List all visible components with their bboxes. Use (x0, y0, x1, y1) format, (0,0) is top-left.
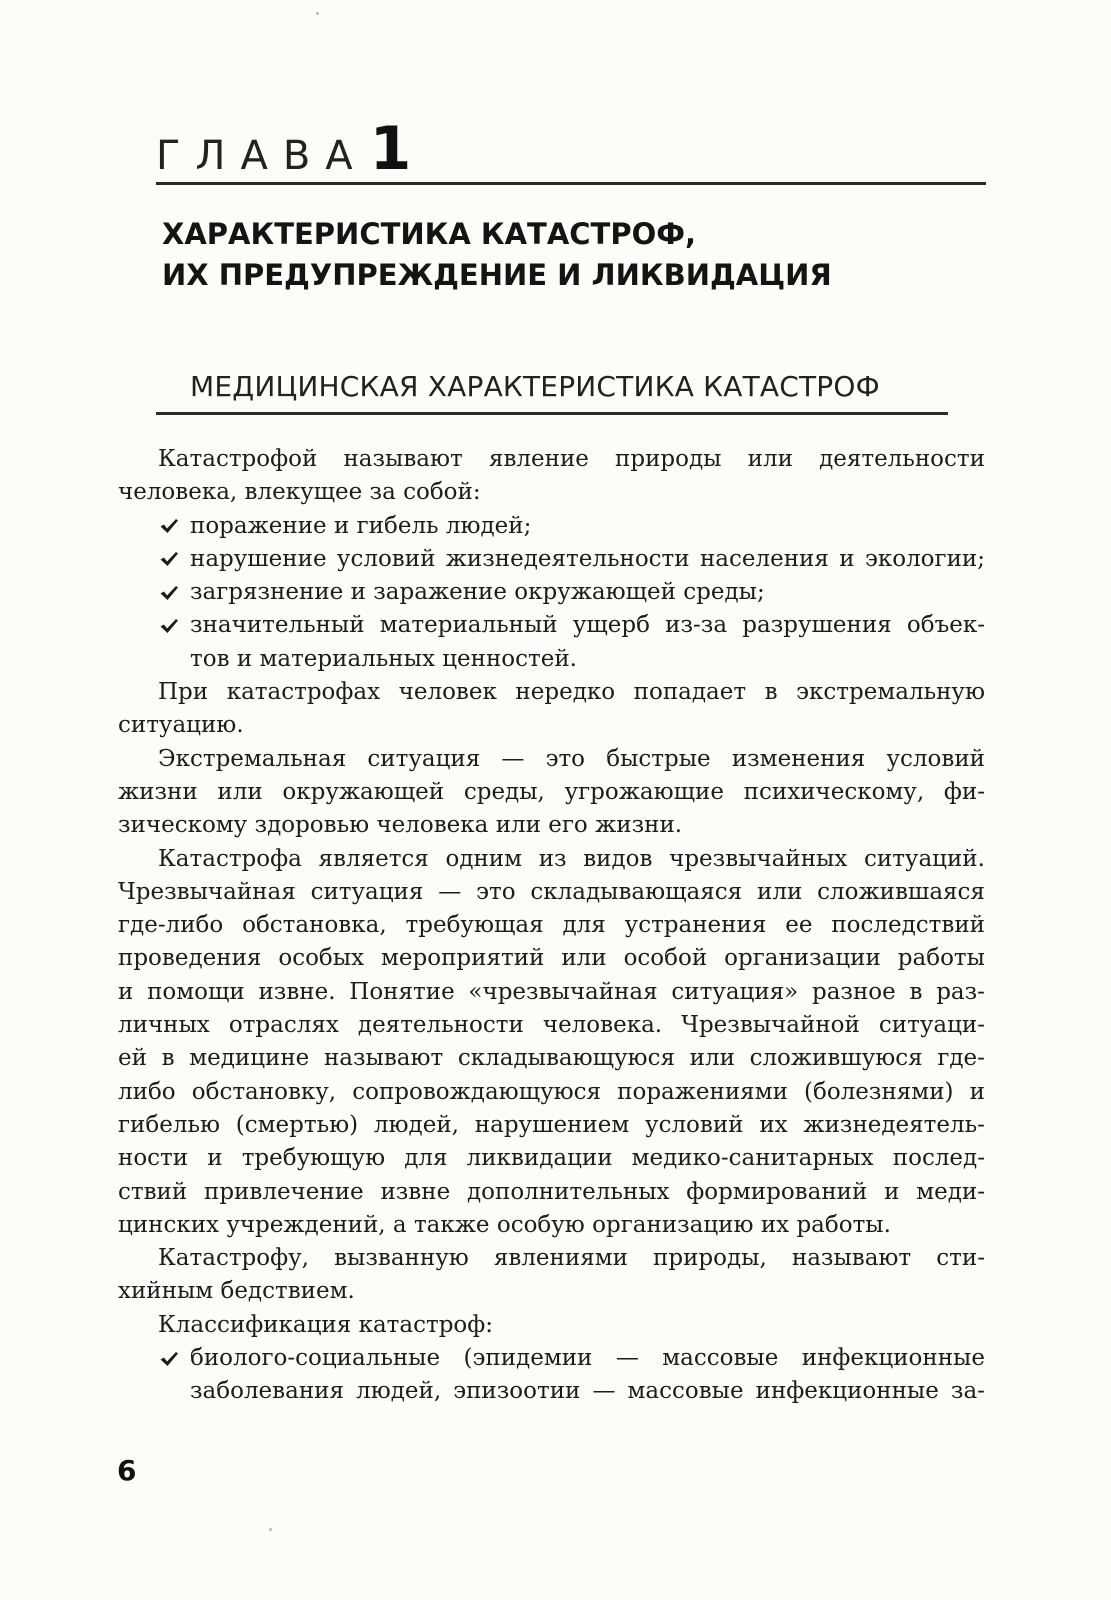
checkmark-icon (159, 510, 183, 543)
word: или (561, 945, 607, 972)
word: (смертью) (235, 1111, 359, 1138)
word: медико-санитарных (631, 1145, 874, 1172)
word: и (969, 1078, 985, 1105)
word: ее (785, 912, 813, 939)
word: жизни (118, 778, 198, 805)
scan-speck (269, 1528, 272, 1531)
word: инфекционные (801, 1345, 985, 1372)
checkmark-icon (159, 576, 183, 609)
word: деятельности (819, 446, 985, 472)
paragraph-first-line (118, 1242, 985, 1275)
word: отраслях (228, 1012, 339, 1039)
text-line (118, 876, 985, 909)
word: ущерб (572, 612, 650, 639)
word: — (438, 878, 462, 905)
word: из (538, 845, 567, 872)
word: населения (699, 545, 829, 572)
word: формирований (686, 1178, 868, 1205)
word: особой (623, 945, 708, 972)
line-text: тов и материальных ценностей. (190, 645, 577, 672)
paragraph-first-line (118, 843, 985, 876)
word: помощи (147, 978, 245, 1005)
word: их (759, 1111, 788, 1138)
word: ситуация (367, 745, 481, 772)
word: последствий (831, 912, 985, 939)
checkmark-icon (159, 543, 183, 576)
word: условий (336, 545, 436, 572)
word: сти- (936, 1245, 985, 1272)
word: работы (897, 945, 985, 972)
word: Катастрофой (158, 446, 318, 472)
word: меди- (916, 1178, 985, 1205)
word: фи- (943, 778, 985, 805)
chapter-heading (156, 114, 411, 184)
word: биолого-социальные (190, 1345, 441, 1372)
line-text: цинских учреждений, а также особую организацию их работы. (118, 1211, 891, 1238)
word: нарушением (474, 1111, 630, 1138)
page-number: 6 (117, 1454, 137, 1487)
word: в (764, 679, 778, 706)
word: разрушения (742, 612, 892, 639)
bullet-item (118, 576, 985, 609)
line-text: поражение и гибель людей; (190, 512, 532, 539)
word: условий (645, 1111, 744, 1138)
word: Катастрофу, (158, 1245, 309, 1272)
line-text: хийным бедствием. (118, 1278, 355, 1305)
word: особых (278, 945, 365, 972)
word: ности (118, 1145, 189, 1172)
word: обстановка, (242, 912, 387, 939)
chapter-title-line: ИХ ПРЕДУПРЕЖДЕНИЕ И ЛИКВИДАЦИЯ (162, 258, 832, 292)
text-line (118, 1209, 985, 1242)
word: массовые (627, 1378, 744, 1405)
word: складывающаяся (530, 878, 743, 905)
word: это (545, 745, 586, 772)
word: поражениями (617, 1078, 788, 1105)
word: попадает (633, 679, 747, 706)
word: заболевания (190, 1378, 345, 1405)
checkmark-icon (159, 609, 183, 642)
word: и (839, 545, 855, 572)
word: и (207, 1145, 223, 1172)
word: в (909, 978, 923, 1005)
word: Экстремальная (158, 745, 347, 772)
paragraph-first-line (118, 676, 985, 709)
word: экологии; (864, 545, 985, 572)
word: или (689, 1045, 735, 1072)
word: из-за (665, 612, 728, 639)
word: где-либо (118, 912, 224, 939)
word: ситуация (310, 878, 424, 905)
body-text (118, 443, 985, 1409)
word: ситуаци- (878, 1012, 985, 1039)
checkmark-icon (159, 1342, 183, 1375)
word: экстремальную (796, 679, 985, 706)
word: — (501, 745, 525, 772)
chapter-number: 1 (369, 114, 412, 184)
word: сложившаяся (817, 878, 985, 905)
section-rule (156, 412, 948, 415)
word: среды, (463, 778, 545, 805)
word: называют (791, 1245, 912, 1272)
word: объек- (906, 612, 985, 639)
word: (болезнями) (804, 1078, 954, 1105)
word: (эпидемии (463, 1345, 593, 1372)
word: жизнедеятельности (445, 545, 690, 572)
chapter-title (162, 214, 962, 296)
text-line (118, 476, 985, 509)
word: или (747, 446, 793, 472)
word: это (476, 878, 516, 905)
text-line (118, 1009, 985, 1042)
word: обстановку, (191, 1078, 337, 1105)
word: нередко (515, 679, 616, 706)
word: быстрые (606, 745, 711, 772)
word: — (615, 1345, 639, 1372)
bullet-item (118, 609, 985, 642)
word: деятельности (357, 1012, 524, 1039)
word: либо (118, 1078, 176, 1105)
word: сопровождающуюся (352, 1078, 602, 1105)
word: значительный (190, 612, 365, 639)
word: изменения (731, 745, 866, 772)
word: вызванную (334, 1245, 469, 1272)
text-line (118, 1109, 985, 1142)
word: явление (488, 446, 589, 472)
word: послед- (892, 1145, 985, 1172)
word: При (158, 679, 209, 706)
line-text: ситуацию. (118, 712, 244, 739)
section-title: МЕДИЦИНСКАЯ ХАРАКТЕРИСТИКА КАТАСТРОФ (190, 370, 880, 403)
word: жизнедеятель- (803, 1111, 985, 1138)
word: складывающуюся (457, 1045, 675, 1072)
word: для (562, 912, 606, 939)
text-line (118, 942, 985, 975)
word: организации (724, 945, 881, 972)
bullet-continuation (118, 643, 985, 676)
text-line (118, 1142, 985, 1175)
word: окружающей (282, 778, 445, 805)
bullet-item (118, 510, 985, 543)
chapter-rule (156, 182, 986, 185)
line-text: зическому здоровью человека или его жизни. (118, 812, 683, 839)
text-line (118, 1176, 985, 1209)
word: ликвидации (466, 1145, 613, 1172)
bullet-item (118, 543, 985, 576)
word: Чрезвычайной (681, 1012, 860, 1039)
word: проведения (118, 945, 262, 972)
text-line (118, 709, 985, 742)
word: личных (118, 1012, 210, 1039)
word: в (161, 1045, 175, 1072)
word: сложившуюся (749, 1045, 923, 1072)
word: для (404, 1145, 448, 1172)
word: требующая (405, 912, 544, 939)
word: катастрофах (226, 679, 381, 706)
word: человека. (542, 1012, 663, 1039)
word: где- (937, 1045, 985, 1072)
word: ей (118, 1045, 147, 1072)
word: ситуаций. (863, 845, 985, 872)
word: Катастрофа (158, 845, 302, 872)
word: и (884, 1178, 900, 1205)
word: психическому, (743, 778, 925, 805)
word: природы (615, 446, 722, 472)
text-line (118, 1042, 985, 1075)
word: называют (323, 1045, 444, 1072)
word: ситуация» (671, 978, 799, 1005)
word: людей, (373, 1111, 459, 1138)
text-line (118, 976, 985, 1009)
word: Чрезвычайная (118, 878, 296, 905)
word: за- (950, 1378, 985, 1405)
word: угрожающие (564, 778, 724, 805)
word: или (757, 878, 803, 905)
text-line (118, 1275, 985, 1308)
word: или (217, 778, 263, 805)
text-line (118, 809, 985, 842)
word: устранения (624, 912, 767, 939)
bullet-item (118, 1342, 985, 1375)
word: массовые (662, 1345, 779, 1372)
word: «чрезвычайная (468, 978, 658, 1005)
text-line (118, 1076, 985, 1109)
word: гибелью (118, 1111, 220, 1138)
scan-speck (316, 12, 319, 15)
word: медицине (189, 1045, 310, 1072)
chapter-title-line: ХАРАКТЕРИСТИКА КАТАСТРОФ, (162, 217, 697, 251)
word: ствий (118, 1178, 188, 1205)
bullet-continuation (118, 1375, 985, 1408)
word: и (118, 978, 134, 1005)
word: одним (445, 845, 523, 872)
word: чрезвычайных (669, 845, 848, 872)
word: извне (380, 1178, 451, 1205)
word: природы, (653, 1245, 767, 1272)
word: привлечение (204, 1178, 364, 1205)
paragraph-first-line (118, 743, 985, 776)
word: нарушение (190, 545, 327, 572)
word: извне. (258, 978, 336, 1005)
line-text: Классификация катастроф: (158, 1311, 494, 1338)
word: видов (583, 845, 653, 872)
word: человек (398, 679, 497, 706)
word: — (592, 1378, 616, 1405)
word: называют (343, 446, 463, 472)
word: явлениями (493, 1245, 628, 1272)
word: является (318, 845, 429, 872)
word: дополнительных (466, 1178, 670, 1205)
word: мероприятий (381, 945, 545, 972)
line-text: человека, влекущее за собой: (118, 479, 481, 506)
text-line (118, 909, 985, 942)
word: условий (886, 745, 985, 772)
word: раз- (936, 978, 985, 1005)
word: людей, (356, 1378, 442, 1405)
word: эпизоотии (453, 1378, 581, 1405)
word: материальный (379, 612, 558, 639)
word: Понятие (349, 978, 455, 1005)
word: требующую (241, 1145, 386, 1172)
word: разное (812, 978, 896, 1005)
text-line (118, 776, 985, 809)
paragraph-first-line (118, 1309, 985, 1342)
paragraph-first-line (118, 443, 985, 476)
chapter-word: ГЛАВА (156, 133, 368, 179)
line-text: загрязнение и заражение окружающей среды; (190, 579, 765, 606)
word: инфекционные (755, 1378, 939, 1405)
